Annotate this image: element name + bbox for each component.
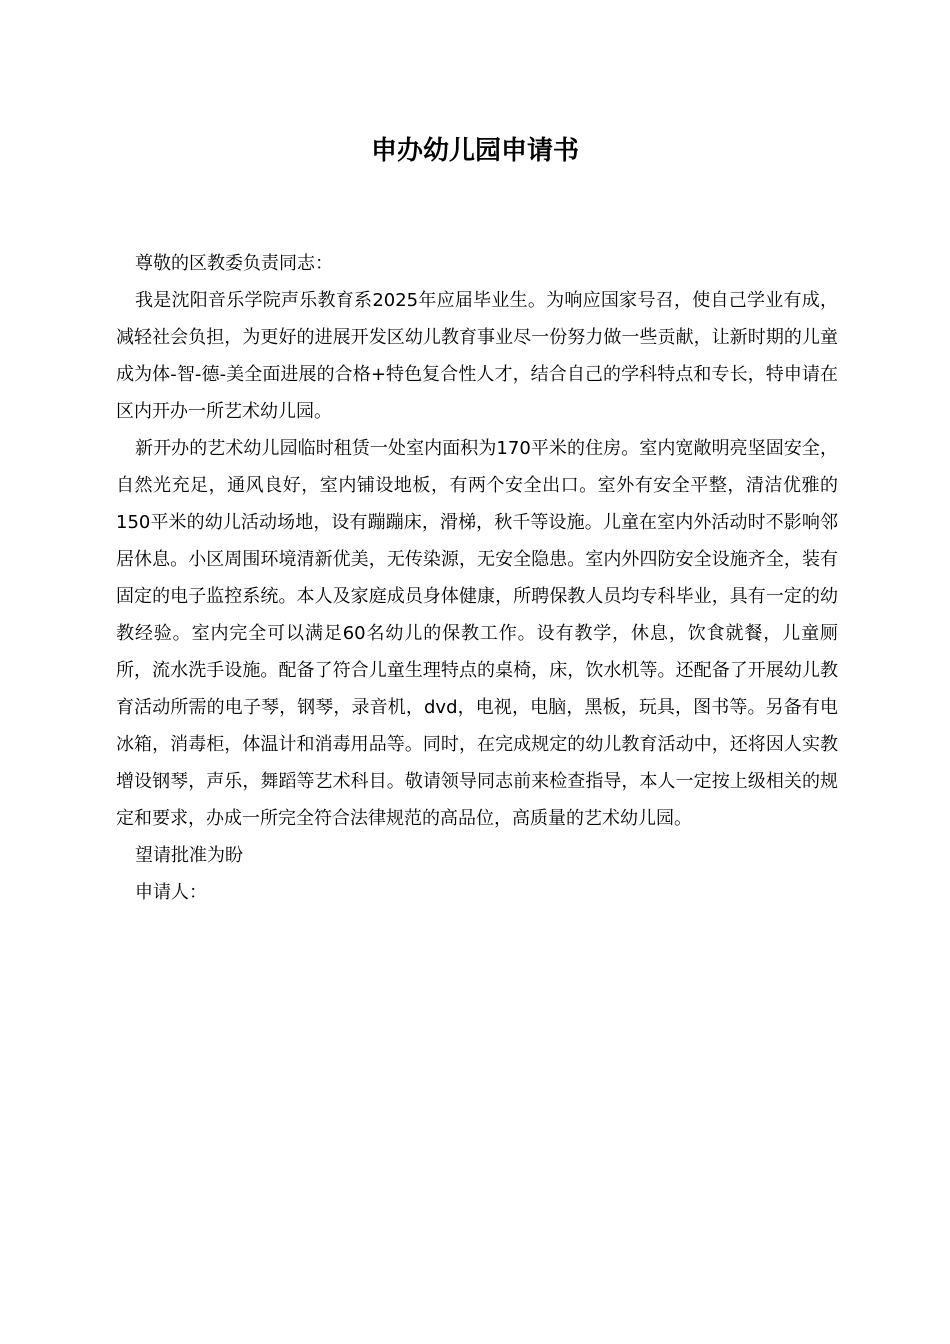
salutation: 尊敬的区教委负责同志： [135, 253, 333, 274]
paragraph-intro: 我是沈阳音乐学院声乐教育系2025年应届毕业生。为响应国家号召，使自己学业有成，减轻社会负担，为更好的进展开发区幼儿教育事业尽一份努力做一些贡献，让新时期的儿童成为体-智-德-美全面进展的合格+特色复合性人才，结合自己的学科特点和专长，特申请在区内开办一所艺术幼儿园。 [116, 290, 838, 422]
document-body [116, 245, 838, 911]
closing-line: 望请批准为盼 [135, 845, 243, 866]
paragraph-facilities: 新开办的艺术幼儿园临时租赁一处室内面积为170平米的住房。室内宽敞明亮坚固安全，自然光充足，通风良好，室内铺设地板，有两个安全出口。室外有安全平整，清洁优雅的150平米的幼儿活动场地，设有蹦蹦床，滑梯，秋千等设施。儿童在室内外活动时不影响邻居休息。小区周围环境清新优美，无传染源，无安全隐患。室内外四防安全设施齐全，装有固定的电子监控系统。本人及家庭成员身体健康，所聘保教人员均专科毕业，具有一定的幼教经验。室内完全可以满足60名幼儿的保教工作。设有教学，休息，饮食就餐，儿童厕所，流水洗手设施。配备了符合儿童生理特点的桌椅，床，饮水机等。还配备了开展幼儿教育活动所需的电子琴，钢琴，录音机，dvd，电视，电脑，黑板，玩具，图书等。另备有电冰箱，消毒柜，体温计和消毒用品等。同时，在完成规定的幼儿教育活动中，还将因人实教增设钢琴，声乐，舞蹈等艺术科目。敬请领导同志前来检查指导，本人一定按上级相关的规定和要求，办成一所完全符合法律规范的高品位，高质量的艺术幼儿园。 [116, 438, 838, 829]
document-title: 申办幼儿园申请书 [370, 136, 579, 166]
signature-label: 申请人： [135, 882, 207, 903]
